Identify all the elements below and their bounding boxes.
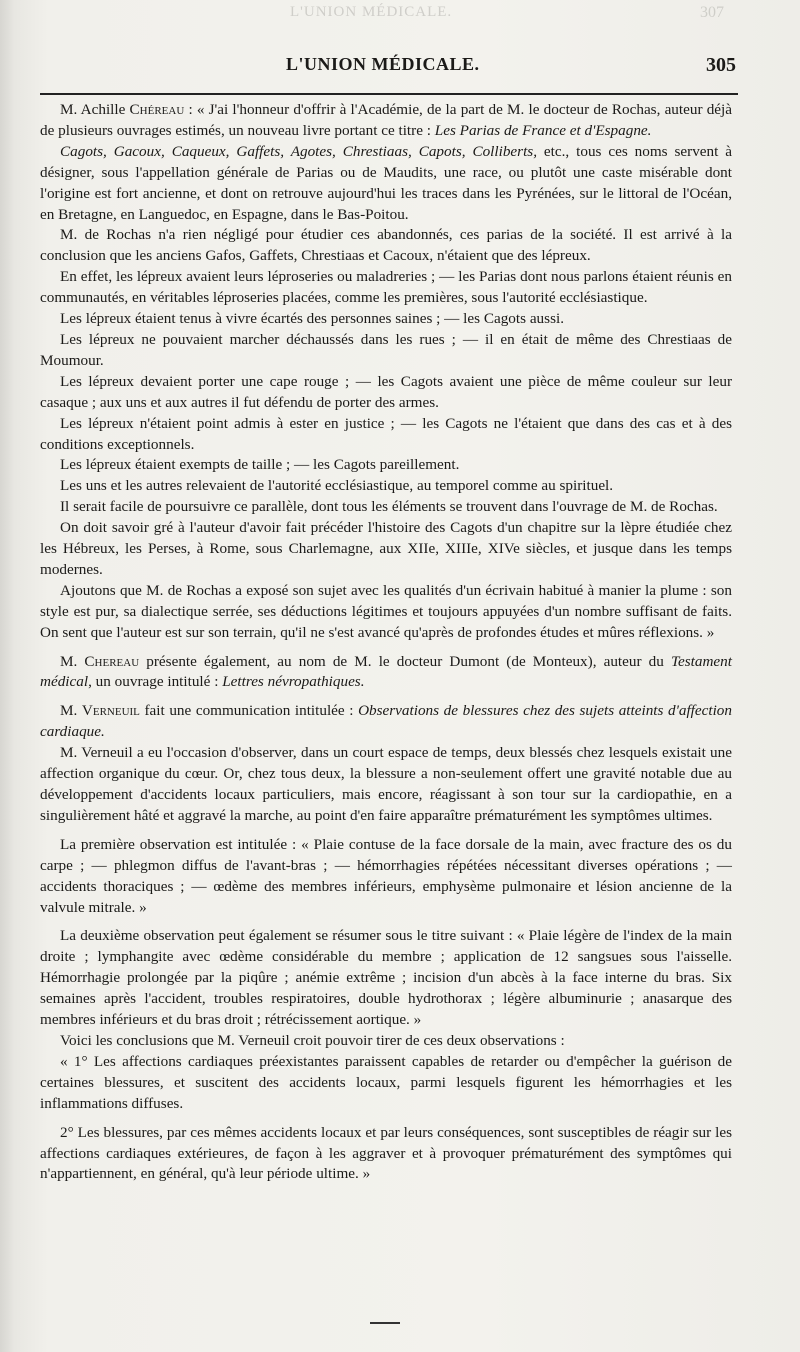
paragraph-text: M. de Rochas n'a rien négligé pour étudier ces abandonnés, ces parias de la société. Il est arrivé à la conclusion que les anciens Gafos, Gaffets, Chrestiaas et Cacoux, n'étaient que des lépreux. xyxy=(40,226,732,265)
paragraph xyxy=(40,225,732,267)
speaker-name: Verneuil xyxy=(81,702,140,720)
bleed-through-page-number: 307 xyxy=(700,4,724,21)
paragraph-text: Les lépreux n'étaient point admis à ester en justice ; — les Cagots ne l'étaient que dans des cas et à des conditions exceptionnels. xyxy=(40,414,732,453)
paragraph-text: Il serait facile de poursuivre ce parallèle, dont tous les éléments se trouvent dans l'ouvrage de M. de Rochas. xyxy=(60,498,718,516)
paragraph-text: Ajoutons que M. de Rochas a exposé son sujet avec les qualités d'un écrivain habitué à manier la plume : son style est pur, sa dialectique serrée, ses déductions légitimes et toujours appuyées d'un nombre suffisant de faits. On sent que l'auteur est sur son terrain, qu'il ne s'est avancé qu'après de profondes études et mûres réflexions. » xyxy=(40,581,732,641)
paragraph xyxy=(40,1052,732,1115)
body-text xyxy=(40,100,732,1185)
paragraph-text: Les lépreux étaient exempts de taille ; — les Cagots pareillement. xyxy=(60,456,460,474)
paragraph xyxy=(40,701,732,743)
paragraph xyxy=(40,414,732,456)
paragraph-text: On doit savoir gré à l'auteur d'avoir fait précéder l'histoire des Cagots d'un chapitre sur la lèpre étudiée chez les Hébreux, les Perses, à Rome, sous Charlemagne, aux XIIe, XIIIe, XIVe siècles, et jusque dans les temps modernes. xyxy=(40,519,732,578)
running-title: L'UNION MÉDICALE. xyxy=(286,54,480,74)
paragraph-text: 2° Les blessures, par ces mêmes accidents locaux et par leurs conséquences, sont susceptibles de réagir sur les affections cardiaques extérieures, de façon à les aggraver et à provoquer prématurément des symptômes qui n'appartiennent, en général, qu'à leur période ultime. » xyxy=(40,1123,732,1183)
paragraph-text: Les lépreux devaient porter une cape rouge ; — les Cagots avaient une pièce de même couleur sur leur casaque ; aux uns et aux autres il fut défendu de porter des armes. xyxy=(40,372,732,411)
paragraph xyxy=(40,100,732,142)
paragraph xyxy=(40,518,732,581)
work-title: Les Parias de France et d'Espagne. xyxy=(434,121,652,139)
paragraph-text: Les lépreux étaient tenus à vivre écartés des personnes saines ; — les Cagots aussi. xyxy=(60,310,564,328)
paragraph xyxy=(40,743,732,827)
paragraph-lead: M. xyxy=(60,702,82,720)
paragraph xyxy=(40,142,732,226)
footer-dash xyxy=(370,1322,400,1324)
paragraph xyxy=(40,1031,732,1052)
paragraph xyxy=(40,652,732,694)
page-header xyxy=(40,54,736,80)
paragraph xyxy=(40,372,732,414)
paragraph-text: M. Verneuil a eu l'occasion d'observer, dans un court espace de temps, deux blessés chez lesquels existait une affection organique du cœur. Or, chez tous deux, la blessure a non-seulement offert une gravité notable due au développement d'accidents locaux particuliers, mais encore, réagissant à son tour sur la cardiopathie, en a singulièrement hâté et aggravé la marche, au point d'en faire apparaître prématurément les symptômes ultimes. xyxy=(40,744,732,824)
work-title: Lettres névropathiques. xyxy=(222,673,365,691)
paragraph-text: « 1° Les affections cardiaques préexistantes paraissent capables de retarder ou d'empêcher la guérison de certaines blessures, et suscitent des accidents locaux, parmi lesquels figurent les hémorrhagies et les inflammations diffuses. xyxy=(40,1052,732,1112)
paragraph-text: Les uns et les autres relevaient de l'autorité ecclésiastique, au temporel comme au spirituel. xyxy=(60,477,614,495)
paragraph xyxy=(40,267,732,309)
paragraph-text: La deuxième observation peut également se résumer sous le titre suivant : « Plaie légère de l'index de la main droite ; lymphangite avec œdème considérable du membre ; application de 12 sangsues sous l'aisselle. Hémorrhagie prolongée par la piqûre ; anémie extrême ; incision d'un abcès à la face interne du bras. Six semaines après l'accident, troubles respiratoires, double hydrothorax ; légère albuminurie ; anasarque des membres inférieurs et du bras droit ; rétrécissement aortique. » xyxy=(40,927,732,1029)
paragraph-text: Les lépreux ne pouvaient marcher déchaussés dans les rues ; — il en était de même des Chrestiaas de Moumour. xyxy=(40,330,732,369)
paragraph-text: Voici les conclusions que M. Verneuil croit pouvoir tirer de ces deux observations : xyxy=(60,1031,565,1049)
paragraph-text: , un ouvrage intitulé : xyxy=(88,673,223,691)
paragraph xyxy=(40,476,732,497)
paragraph xyxy=(40,581,732,644)
paragraph xyxy=(40,309,732,330)
speaker-name: Chereau xyxy=(84,652,140,670)
paragraph-text: fait une communication intitulée : xyxy=(139,702,359,720)
paragraph-text: La première observation est intitulée : « Plaie contuse de la face dorsale de la main, avec fracture des os du carpe ; — phlegmon diffus de l'avant-bras ; — hémorrhagies répétées nécessitant diverses opérations ; — accidents thoraciques ; — œdème des membres inférieurs, emphysème pulmonaire et lésion ancienne de la valvule mitrale. » xyxy=(40,835,732,916)
work-title: Testament médical xyxy=(40,652,732,691)
paragraph-lead: M. xyxy=(60,652,85,670)
page-number: 305 xyxy=(706,54,736,76)
paragraph xyxy=(40,1123,732,1186)
paragraph xyxy=(40,497,732,518)
speaker-name: Chéreau xyxy=(129,101,185,118)
paragraph xyxy=(40,835,732,919)
work-title: Observations de blessures chez des sujets atteints d'affection cardiaque. xyxy=(40,702,732,741)
paragraph-text: présente également, au nom de M. le docteur Dumont (de Monteux), auteur du xyxy=(139,652,671,670)
paragraph-text: : « J'ai l'honneur d'offrir à l'Académie, de la part de M. le docteur de Rochas, auteur déjà de plusieurs ouvrages estimés, un nouveau livre portant ce titre : xyxy=(40,101,732,139)
paragraph-lead: M. Achille xyxy=(60,101,130,118)
paragraph xyxy=(40,455,732,476)
bleed-through-header: L'UNION MÉDICALE. xyxy=(290,4,453,20)
paragraph xyxy=(40,926,732,1031)
header-rule xyxy=(40,93,738,95)
italic-lead: Cagots, Gacoux, Caqueux, Gaffets, Agotes, Chrestiaas, Capots, Colliberts, xyxy=(60,142,538,160)
page-shadow-edge xyxy=(0,0,14,1352)
paragraph-text: En effet, les lépreux avaient leurs léproseries ou maladreries ; — les Parias dont nous parlons étaient réunis en communautés, en véritables léproseries placées, comme les premières, sous l'autorité ecclésiastique. xyxy=(40,268,732,307)
paragraph xyxy=(40,330,732,372)
paragraph-text: etc., tous ces noms servent à désigner, sous l'appellation générale de Parias ou de Maudits, une race, ou plutôt une caste misérable dont l'origine est fort ancienne, et dont on retrouve aujourd'hui les traces dans les Pyrénées, sur le littoral de l'Océan, en Bretagne, en Languedoc, en Espagne, dans le Bas-Poitou. xyxy=(40,142,733,223)
